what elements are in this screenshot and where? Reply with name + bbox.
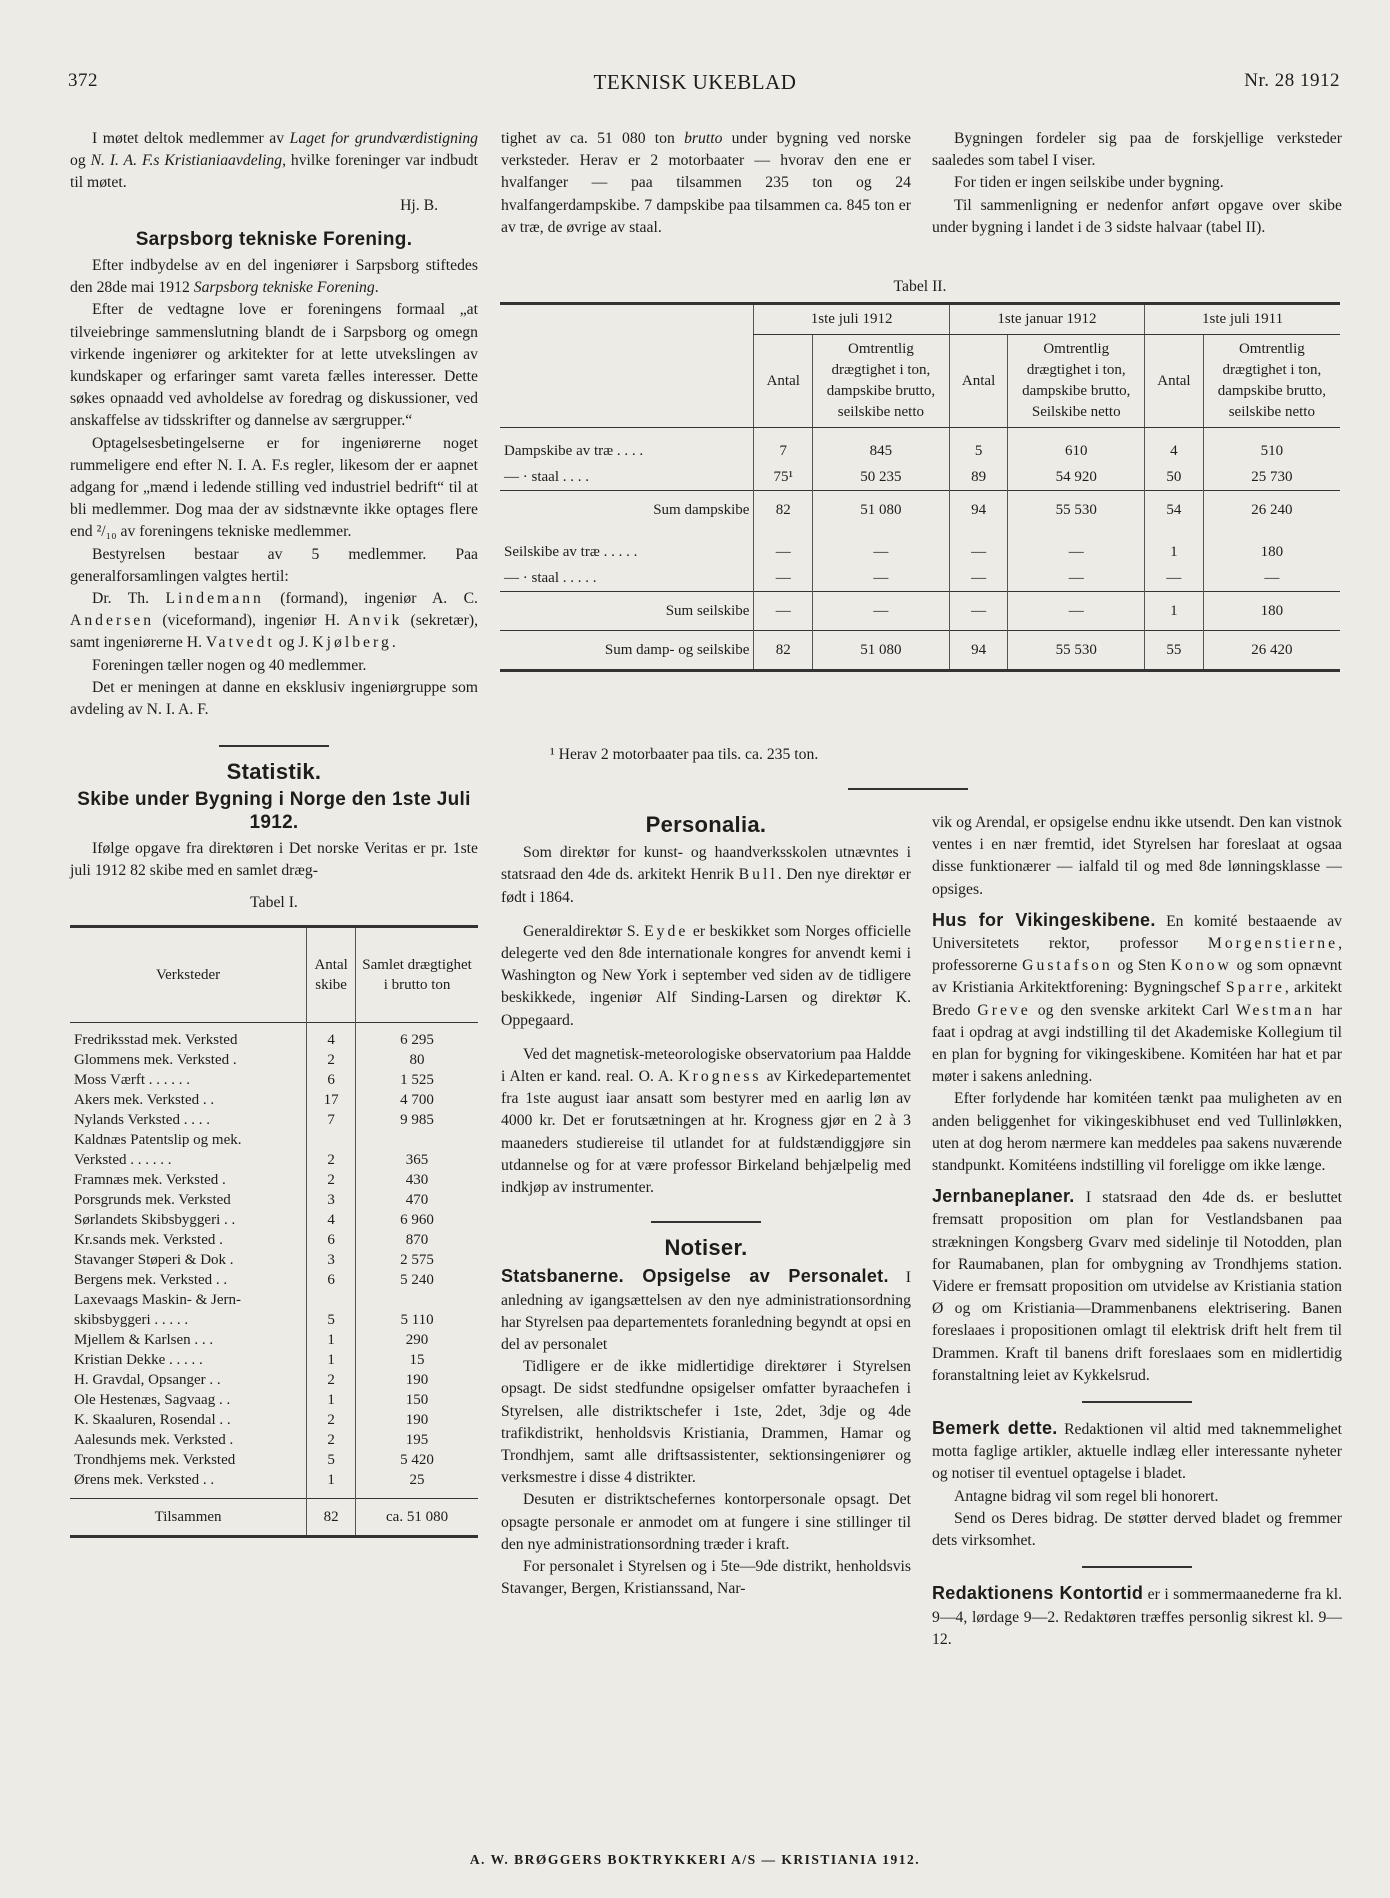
vikingeskibene-paragraph-2: Efter forlydende har komitéen tænkt paa muligheten av en anden beliggenhet for vikingeskibhuset end ved Tullinløkken, uten at dog herom nærmere kan meddeles paa sakens nuværende standpunkt. Komitéens indstilling vil foreligge om ikke længe. (932, 1090, 1342, 1175)
table1-cell-antal (307, 1130, 356, 1150)
table2-cell: 26 420 (1203, 630, 1340, 670)
table2-cell: — (1008, 591, 1145, 630)
table1-cell-ton (356, 1290, 478, 1310)
table1-row (70, 1270, 478, 1290)
table2-cell: 4 (1145, 428, 1204, 464)
table1-cell-antal: 1 (307, 1470, 356, 1490)
page-number: 372 (68, 70, 98, 91)
table2-cell: 25 730 (1203, 464, 1340, 491)
table2-antal-3: Antal (1145, 335, 1204, 428)
table2-cell: — (1008, 529, 1145, 565)
col3-paragraph-2: For tiden er ingen seilskibe under bygning. (954, 174, 1224, 192)
notiser-heading: Notiser. (664, 1235, 748, 1261)
table1-body (70, 1022, 478, 1499)
table1-cell-ton: 195 (356, 1430, 478, 1450)
table1-cell-ton: 190 (356, 1370, 478, 1390)
vikingeskibene-heading: Hus for Vikingeskibene. (932, 909, 1156, 930)
table1-cell-ton: 430 (356, 1170, 478, 1190)
table1-cell-name: Aalesunds mek. Verksted . (74, 1432, 234, 1448)
personalia-paragraph-3: Ved det magnetisk-meteorologiske observatorium paa Haldde i Alten er kand. real. O. A. Krogness av Kirkedepartementet fra 1ste august iaar ansatt som bestyrer med en aarlig løn av 4000 kr. Det er forutsætningen at hr. Krogness gjør en 2 à 3 maaneders studiereise til utlandet for at fuldstændiggjøre sin utdannelse og for at være professor Birkeland behjælpelig med indkjøp av instrumenter. (501, 1045, 911, 1197)
section-divider (1082, 1401, 1192, 1403)
vikingeskibene-paragraph-1: Hus for Vikingeskibene. En komité bestaaende av Universitetets rektor, professor Morgenstierne, professorerne Gustafson og Sten Konow og som opnævnt av Kristiania Arkitektforening: Bygningschef Sparre, arkitekt Bredo Greve og den svenske arkitekt Carl Westman har faat i opdrag at avgi indstilling til det Akademiske Kollegium til en plan for bygning for vikingeskibene. Komitéen har hat et par møter i sakens anledning. (932, 909, 1343, 1086)
jernbaneplaner-paragraph: Jernbaneplaner. I statsraad den 4de ds. er besluttet fremsatt proposition om plan for Vestlandsbanen paa strækningen Kongsberg Gvarv med sidelinje til Notodden, plan for Raumabanen, plan for ombygning av Trondhjems station. Videre er fremsatt proposition om utvidelse av Kristiania station Ø og om Kristiania—Drammenbanens elektrisering. Banen foreslaaes i propositionen omlagt til elektrisk drift helt frem til Drammen. Kraft til banens drift foreslaaes som en midlertidig foranstaltning leiet av Kykkelsrud. (932, 1186, 1342, 1384)
table2-cell: 26 240 (1203, 490, 1340, 529)
spacer (307, 1490, 356, 1499)
sarpsborg-heading: Sarpsborg tekniske Forening. (135, 228, 413, 250)
table1-cell-ton: 80 (356, 1050, 478, 1070)
table1-cell-antal: 5 (307, 1310, 356, 1330)
table-2-comparison (500, 302, 1340, 672)
table2-cell: 7 (754, 428, 813, 464)
table1-cell-name: Framnæs mek. Verksted . (74, 1172, 226, 1188)
table1-cell-ton: 150 (356, 1390, 478, 1410)
table1-cell-antal: 4 (307, 1210, 356, 1230)
table2-cell: 180 (1203, 529, 1340, 565)
table2-cell: 55 530 (1008, 490, 1145, 529)
table1-cell-ton (356, 1130, 478, 1150)
table1-row (70, 1470, 478, 1490)
statsbanerne-paragraph-3: Desuten er distriktschefernes kontorpersonale opsagt. Det opsagte personale er anmodet om at fungere i sine stillinger til den nye administrationsordning træder i kraft. (501, 1491, 911, 1553)
table1-cell-antal: 6 (307, 1270, 356, 1290)
column-3-bottom (932, 812, 1342, 1651)
table1-cell-name: Bergens mek. Verksted . . (74, 1272, 228, 1288)
table1-cell-antal: 6 (307, 1070, 356, 1090)
statsbanerne-paragraph-4: For personalet i Styrelsen og i 5te—9de distrikt, henholdsvis Stavanger, Bergen, Kristianssand, Nar- (501, 1558, 911, 1598)
table1-row (70, 1350, 478, 1370)
table2-group-1: 1ste juli 1912 (754, 304, 949, 335)
table1-row (70, 1310, 478, 1330)
table1-row (70, 1070, 478, 1090)
table1-cell-antal: 2 (307, 1430, 356, 1450)
table1-header-tonnage: Samlet drægtighet i brutto ton (356, 926, 478, 1022)
table2-cell: — (1203, 565, 1340, 592)
table1-cell-antal: 2 (307, 1370, 356, 1390)
table1-row (70, 1050, 478, 1070)
col3-paragraph-3: Til sammenligning er nedenfor anført opgave over skibe under bygning i landet i de 3 sidste halvaar (tabel II). (932, 196, 1342, 236)
table1-cell-ton: 470 (356, 1190, 478, 1210)
table1-cell-antal: 3 (307, 1250, 356, 1270)
table2-cell: 5 (949, 428, 1008, 464)
section-divider (219, 745, 329, 747)
table1-cell-antal: 1 (307, 1330, 356, 1350)
statsbanerne-paragraph-2: Tidligere er de ikke midlertidige direktører i Styrelsen opsagt. De sidst stedfundne opsigelser omfatter byraachefen i Styrelsen, alle distriktschefer i 1ste, 2det, 3dje og 4de trafikdistrikt, henholdsvis Kristiania, Drammen, Hamar og Trondhjem, samt alle driftsassistenter, sektionsingeniører og verksmestre i disse 4 distrikter. (501, 1358, 911, 1487)
table2-cell: — (1008, 565, 1145, 592)
table2-cell: 75¹ (754, 464, 813, 491)
table2-antal-2: Antal (949, 335, 1008, 428)
table2-cell: 54 920 (1008, 464, 1145, 491)
table1-cell-name: Porsgrunds mek. Verksted (74, 1192, 231, 1208)
statsbanerne-continuation: vik og Arendal, er opsigelse endnu ikke utsendt. Den kan vistnok ventes i en nær fremtid, idet Styrelsen har foreslaat at ogsaa disse funktionærer — ialfald til og med 8de lønningsklasse — opsiges. (932, 814, 1342, 898)
table1-cell-antal: 2 (307, 1050, 356, 1070)
table1-row (70, 1230, 478, 1250)
table1-spacer-row (70, 1490, 478, 1499)
kontortid-heading: Redaktionens Kontortid (932, 1583, 1144, 1604)
table1-cell-antal: 7 (307, 1110, 356, 1130)
table2-cell: — (949, 565, 1008, 592)
kontortid-paragraph: Redaktionens Kontortid er i sommermaanederne fra kl. 9—4, lørdage 9—2. Redaktøren træffes personlig sikrest kl. 9—12. (932, 1583, 1342, 1648)
table2-cell: — (949, 529, 1008, 565)
table1-cell-ton: 2 575 (356, 1250, 478, 1270)
table1-cell-name: Moss Værft . . . . . . (74, 1072, 190, 1088)
table1-total-label: Tilsammen (154, 1509, 222, 1525)
table2-cell: 55 530 (1008, 630, 1145, 670)
table2-cell: 1 (1145, 529, 1204, 565)
column-3-top (932, 128, 1342, 239)
table2-ton-3: Omtrentlig drægtighet i ton, dampskibe brutto, seilskibe netto (1203, 335, 1340, 428)
table-1-shipyards (70, 925, 478, 1539)
table1-cell-antal: 1 (307, 1390, 356, 1410)
table2-row (500, 565, 1340, 592)
table1-cell-name: Kr.sands mek. Verksted . (74, 1232, 223, 1248)
table2-cell: — (754, 529, 813, 565)
table1-cell-antal: 4 (307, 1022, 356, 1050)
issue-number: Nr. 28 1912 (1244, 70, 1340, 91)
statistik-paragraph: Ifølge opgave fra direktøren i Det norske Veritas er pr. 1ste juli 1912 82 skibe med en samlet dræg- (70, 839, 478, 880)
table2-cell: 94 (949, 630, 1008, 670)
table1-cell-name: Verksted . . . . . . (74, 1152, 172, 1168)
table1-cell-ton: 6 960 (356, 1210, 478, 1230)
bemerk-paragraph-2: Antagne bidrag vil som regel bli honorert. (954, 1487, 1219, 1505)
section-divider (1082, 1566, 1192, 1568)
table2-antal-1: Antal (754, 335, 813, 428)
table2-cell: 51 080 (813, 630, 950, 670)
bemerk-paragraph-1: Bemerk dette. Redaktionen vil altid med taknemmelighet motta faglige artikler, aktuelle indlæg eller interessante nyheter og notiser til eventuel optagelse i bladet. (932, 1418, 1343, 1483)
table1-row (70, 1410, 478, 1430)
table1-cell-ton: 5 420 (356, 1450, 478, 1470)
table2-cell: 845 (813, 428, 950, 464)
table1-header-verksteder: Verksteder (155, 966, 221, 983)
table1-row (70, 1430, 478, 1450)
table1-cell-antal: 17 (307, 1090, 356, 1110)
table1-cell-name: Fredriksstad mek. Verksted (74, 1032, 238, 1048)
table1-cell-name: Trondhjems mek. Verksted (74, 1452, 236, 1468)
spacer (70, 1490, 307, 1499)
journal-title: TEKNISK UKEBLAD (593, 70, 797, 94)
table1-cell-name: K. Skaaluren, Rosendal . . (74, 1412, 231, 1428)
table2-ton-1: Omtrentlig drægtighet i ton, dampskibe brutto, seilskibe netto (813, 335, 950, 428)
table2-row (500, 490, 1340, 529)
statistik-heading: Statistik. (226, 759, 322, 785)
personalia-heading: Personalia. (645, 812, 767, 837)
table1-cell-ton: 190 (356, 1410, 478, 1430)
table2-footnote: ¹ Herav 2 motorbaater paa tils. ca. 235 ton. (550, 746, 819, 763)
table2-cell: — (813, 529, 950, 565)
table2-group-3: 1ste juli 1911 (1145, 304, 1340, 335)
statsbanerne-heading: Statsbanerne. Opsigelse av Personalet. (501, 1266, 889, 1287)
table1-cell-ton: 15 (356, 1350, 478, 1370)
table1-row (70, 1090, 478, 1110)
intro-signature: Hj. B. (400, 196, 438, 214)
sarpsborg-paragraph-6: Foreningen tæller nogen og 40 medlemmer. (92, 656, 367, 674)
table2-cell: 51 080 (813, 490, 950, 529)
table1-row (70, 1022, 478, 1050)
bemerk-paragraph-3: Send os Deres bidrag. De støtter derved bladet og fremmer dets virksomhet. (932, 1509, 1342, 1550)
table1-row (70, 1110, 478, 1130)
statistik-subheading: Skibe under Bygning i Norge den 1ste Juli 1912. (77, 789, 471, 833)
col3-paragraph-1: Bygningen fordeler sig paa de forskjellige verksteder saaledes som tabel I viser. (932, 130, 1342, 170)
table1-cell-name: Nylands Verksted . . . . (74, 1112, 210, 1128)
table2-body (500, 428, 1340, 671)
table1-cell-name: Ole Hestenæs, Sagvaag . . (74, 1392, 231, 1408)
table2-row (500, 630, 1340, 670)
intro-paragraph: I møtet deltok medlemmer av Laget for grundværdistigning og N. I. A. F.s Kristianiaavdeling, hvilke foreninger var indbudt til møtet. (70, 130, 479, 192)
table1-row (70, 1130, 478, 1150)
table1-cell-ton: 290 (356, 1330, 478, 1350)
table1-cell-name: Kristian Dekke . . . . . (74, 1352, 203, 1368)
table1-cell-name: Laxevaags Maskin- & Jern- (74, 1292, 242, 1308)
section-divider (848, 788, 968, 790)
table1-cell-antal: 3 (307, 1190, 356, 1210)
table1-total-antal: 82 (307, 1499, 356, 1537)
table1-caption: Tabel I. (250, 894, 298, 912)
table1-cell-ton: 870 (356, 1230, 478, 1250)
statsbanerne-paragraph-1: Statsbanerne. Opsigelse av Personalet. I anledning av igangsættelsen av den nye administrationsordning har Styrelsen paa departementets foranledning begyndt at opsi en del av personalet (501, 1266, 911, 1354)
jernbaneplaner-heading: Jernbaneplaner. (932, 1186, 1075, 1207)
table1-row (70, 1210, 478, 1230)
table2-cell: 610 (1008, 428, 1145, 464)
table2-cell: 94 (949, 490, 1008, 529)
column-2-top (501, 128, 911, 239)
table1-cell-name: Kaldnæs Patentslip og mek. (74, 1132, 242, 1148)
table1-cell-antal: 2 (307, 1150, 356, 1170)
table1-header-antal: Antal skibe (307, 926, 356, 1022)
column-2-bottom (501, 812, 911, 1601)
sarpsborg-paragraph-1: Efter indbydelse av en del ingeniører i Sarpsborg stiftedes den 28de mai 1912 Sarpsborg tekniske Forening. (70, 257, 478, 297)
table2-cell: — (813, 565, 950, 592)
table2-row-label: Sum damp- og seilskibe (500, 630, 754, 670)
spacer (356, 1490, 478, 1499)
table2-caption: Tabel II. (893, 278, 947, 295)
sarpsborg-paragraph-2: Efter de vedtagne love er foreningens formaal „at tilveiebringe sammenslutning blandt de i Sarpsborg og omegn virkende ingeniører og arkitekter for at lette utvekslingen av kundskaper og erfaringer samt vareta fælles interesser. Dette søkes opnaadd ved avholdelse av foredrag og diskussioner, ved anskaffelse av tidsskrifter og dannelse av særgrupper.“ (70, 301, 478, 430)
table1-cell-name: Akers mek. Verksted . . (74, 1092, 215, 1108)
table2-row (500, 464, 1340, 491)
table1-cell-ton: 9 985 (356, 1110, 478, 1130)
table2-row-label: Seilskibe av træ . . . . . (504, 543, 638, 560)
bemerk-heading: Bemerk dette. (932, 1418, 1058, 1439)
table2-cell: — (949, 591, 1008, 630)
table1-cell-antal (307, 1290, 356, 1310)
sarpsborg-paragraph-7: Det er meningen at danne en eksklusiv ingeniørgruppe som avdeling av N. I. A. F. (70, 678, 478, 719)
table1-cell-ton: 6 295 (356, 1022, 478, 1050)
table1-row (70, 1330, 478, 1350)
table2-cell: 1 (1145, 591, 1204, 630)
table1-cell-antal: 2 (307, 1410, 356, 1430)
table1-cell-name: skibsbyggeri . . . . . (74, 1312, 189, 1328)
table2-row-label: Sum dampskibe (500, 490, 754, 529)
column-1 (70, 128, 478, 1538)
table1-row (70, 1450, 478, 1470)
printer-footer: A. W. BRØGGERS BOKTRYKKERI A/S — KRISTIANIA 1912. (469, 1852, 921, 1867)
table2-row-label: Sum seilskibe (500, 591, 754, 630)
personalia-paragraph-1: Som direktør for kunst- og haandverksskolen utnævntes i statsraad den 4de ds. arkitekt Henrik Bull. Den nye direktør er født i 1864. (501, 844, 911, 906)
table2-row (500, 529, 1340, 565)
table1-row (70, 1290, 478, 1310)
table1-total-ton: ca. 51 080 (356, 1499, 478, 1537)
table1-cell-name: Glommens mek. Verksted . (74, 1052, 237, 1068)
table2-cell: 50 235 (813, 464, 950, 491)
table2-group-2: 1ste januar 1912 (949, 304, 1144, 335)
table1-cell-ton: 25 (356, 1470, 478, 1490)
table2-row-label: — · staal . . . . (504, 468, 589, 485)
table1-cell-ton: 5 240 (356, 1270, 478, 1290)
sarpsborg-paragraph-4: Bestyrelsen bestaar av 5 medlemmer. Paa generalforsamlingen valgtes hertil: (70, 545, 478, 585)
table1-row (70, 1250, 478, 1270)
table1-cell-antal: 1 (307, 1350, 356, 1370)
table1-cell-ton: 365 (356, 1150, 478, 1170)
table2-cell: 50 (1145, 464, 1204, 491)
table1-cell-ton: 4 700 (356, 1090, 478, 1110)
table2-cell: 82 (754, 490, 813, 529)
table2-cell: 510 (1203, 428, 1340, 464)
table2-row-label: — · staal . . . . . (504, 569, 597, 586)
table2-cell: 180 (1203, 591, 1340, 630)
table1-cell-ton: 1 525 (356, 1070, 478, 1090)
table1-cell-name: Stavanger Støperi & Dok . (74, 1252, 234, 1268)
table2-cell: 82 (754, 630, 813, 670)
table1-row (70, 1190, 478, 1210)
table2-cell: — (1145, 565, 1204, 592)
table1-cell-antal: 6 (307, 1230, 356, 1250)
table1-cell-antal: 2 (307, 1170, 356, 1190)
section-divider (651, 1221, 761, 1223)
sarpsborg-paragraph-3: Optagelsesbetingelserne er for ingeniørerne noget rummeligere end efter N. I. A. F.s regler, likesom der er aapnet adgang for „mænd i ledende stilling ved industriel bedrift“ til at bli medlemmer. Dog maa der av sidstnævnte ikke optages flere end ²/₁₀ av foreningens tekniske medlemmer. (70, 434, 478, 541)
table1-cell-name: Sørlandets Skibsbyggeri . . (74, 1212, 236, 1228)
table2-corner (500, 304, 754, 428)
table1-cell-name: H. Gravdal, Opsanger . . (74, 1372, 221, 1388)
table1-row (70, 1170, 478, 1190)
table1-row (70, 1370, 478, 1390)
table1-cell-name: Ørens mek. Verksted . . (74, 1472, 215, 1488)
table2-row (500, 591, 1340, 630)
table1-cell-name: Mjellem & Karlsen . . . (74, 1332, 214, 1348)
table2-cell: 54 (1145, 490, 1204, 529)
table2-row-label: Dampskibe av træ . . . . (504, 442, 644, 459)
table2-cell: 89 (949, 464, 1008, 491)
table1-cell-ton: 5 110 (356, 1310, 478, 1330)
table2-cell: — (754, 565, 813, 592)
personalia-paragraph-2: Generaldirektør S. Eyde er beskikket som Norges officielle delegerte ved den 8de internationale kongres for anvendt kemi i Washington og New York i september ved siden av de tidligere beskikkede, ingeniør Alf Sinding-Larsen og direktør K. Oppegaard. (501, 922, 911, 1029)
sarpsborg-paragraph-5: Dr. Th. Lindemann (formand), ingeniør A. C. Andersen (viceformand), ingeniør H. Anvik (sekretær), samt ingeniørerne H. Vatvedt og J. Kjølberg. (70, 590, 478, 652)
table2-cell: 55 (1145, 630, 1204, 670)
table2-cell: — (813, 591, 950, 630)
table1-row (70, 1150, 478, 1170)
table2-ton-2: Omtrentlig drægtighet i ton, dampskibe brutto, Seilskibe netto (1008, 335, 1145, 428)
table2-cell: — (754, 591, 813, 630)
table2-row (500, 428, 1340, 464)
table1-row (70, 1390, 478, 1410)
statistik-continuation: tighet av ca. 51 080 ton brutto under bygning ved norske verksteder. Herav er 2 motorbaater — hvorav den ene er hvalfanger — paa tilsammen 235 ton og 24 hvalfangerdampskibe. 7 dampskibe paa tilsammen ca. 845 ton er av træ, de øvrige av staal. (501, 130, 911, 236)
table1-cell-antal: 5 (307, 1450, 356, 1470)
